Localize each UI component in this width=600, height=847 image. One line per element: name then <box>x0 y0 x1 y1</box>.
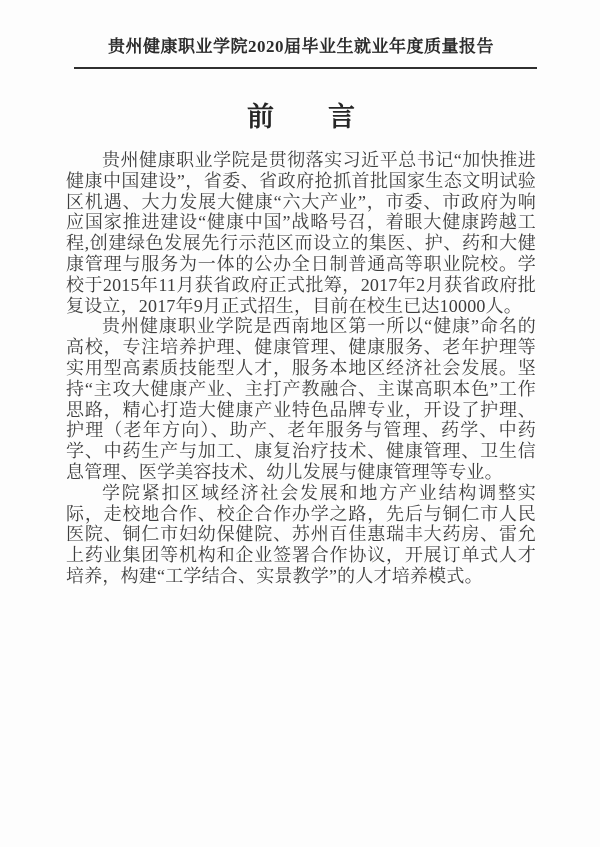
paragraph-2: 贵州健康职业学院是西南地区第一所以“健康”命名的高校，专注培养护理、健康管理、健康服务、老年护理等实用型高素质技能型人才，服务本地区经济社会发展。坚持“主攻大健康产业、主打产教融合、主谋高职本色”工作思路，精心打造大健康产业特色品牌专业，开设了护理、护理（老年方向）、助产、老年服务与管理、药学、中药学、中药生产与加工、康复治疗技术、健康管理、卫生信息管理、医学美容技术、幼儿发展与健康管理等专业。 <box>66 316 536 482</box>
section-title: 前言 <box>247 102 409 132</box>
header-rule <box>74 67 537 69</box>
running-header <box>66 36 536 58</box>
paragraph-1: 贵州健康职业学院是贯彻落实习近平总书记“加快推进健康中国建设”，省委、省政府抢抓首批国家生态文明试验区机遇、大力发展大健康“六大产业”，市委、市政府为响应国家推进建设“健康中国”战略号召，着眼大健康跨越工程,创建绿色发展先行示范区而设立的集医、护、药和大健康管理与服务为一体的公办全日制普通高等职业院校。学校于2015年11月获省政府正式批筹，2017年2月获省政府批复设立，2017年9月正式招生，目前在校生已达10000人。 <box>66 150 536 316</box>
document-body <box>66 150 536 587</box>
running-header-text: 贵州健康职业学院2020届毕业生就业年度质量报告 <box>108 37 494 56</box>
paragraph-3: 学院紧扣区域经济社会发展和地方产业结构调整实际，走校地合作、校企合作办学之路，先后与铜仁市人民医院、铜仁市妇幼保健院、苏州百佳惠瑞丰大药房、雷允上药业集团等机构和企业签署合作协议，开展订单式人才培养，构建“工学结合、实景教学”的人才培养模式。 <box>66 482 536 586</box>
